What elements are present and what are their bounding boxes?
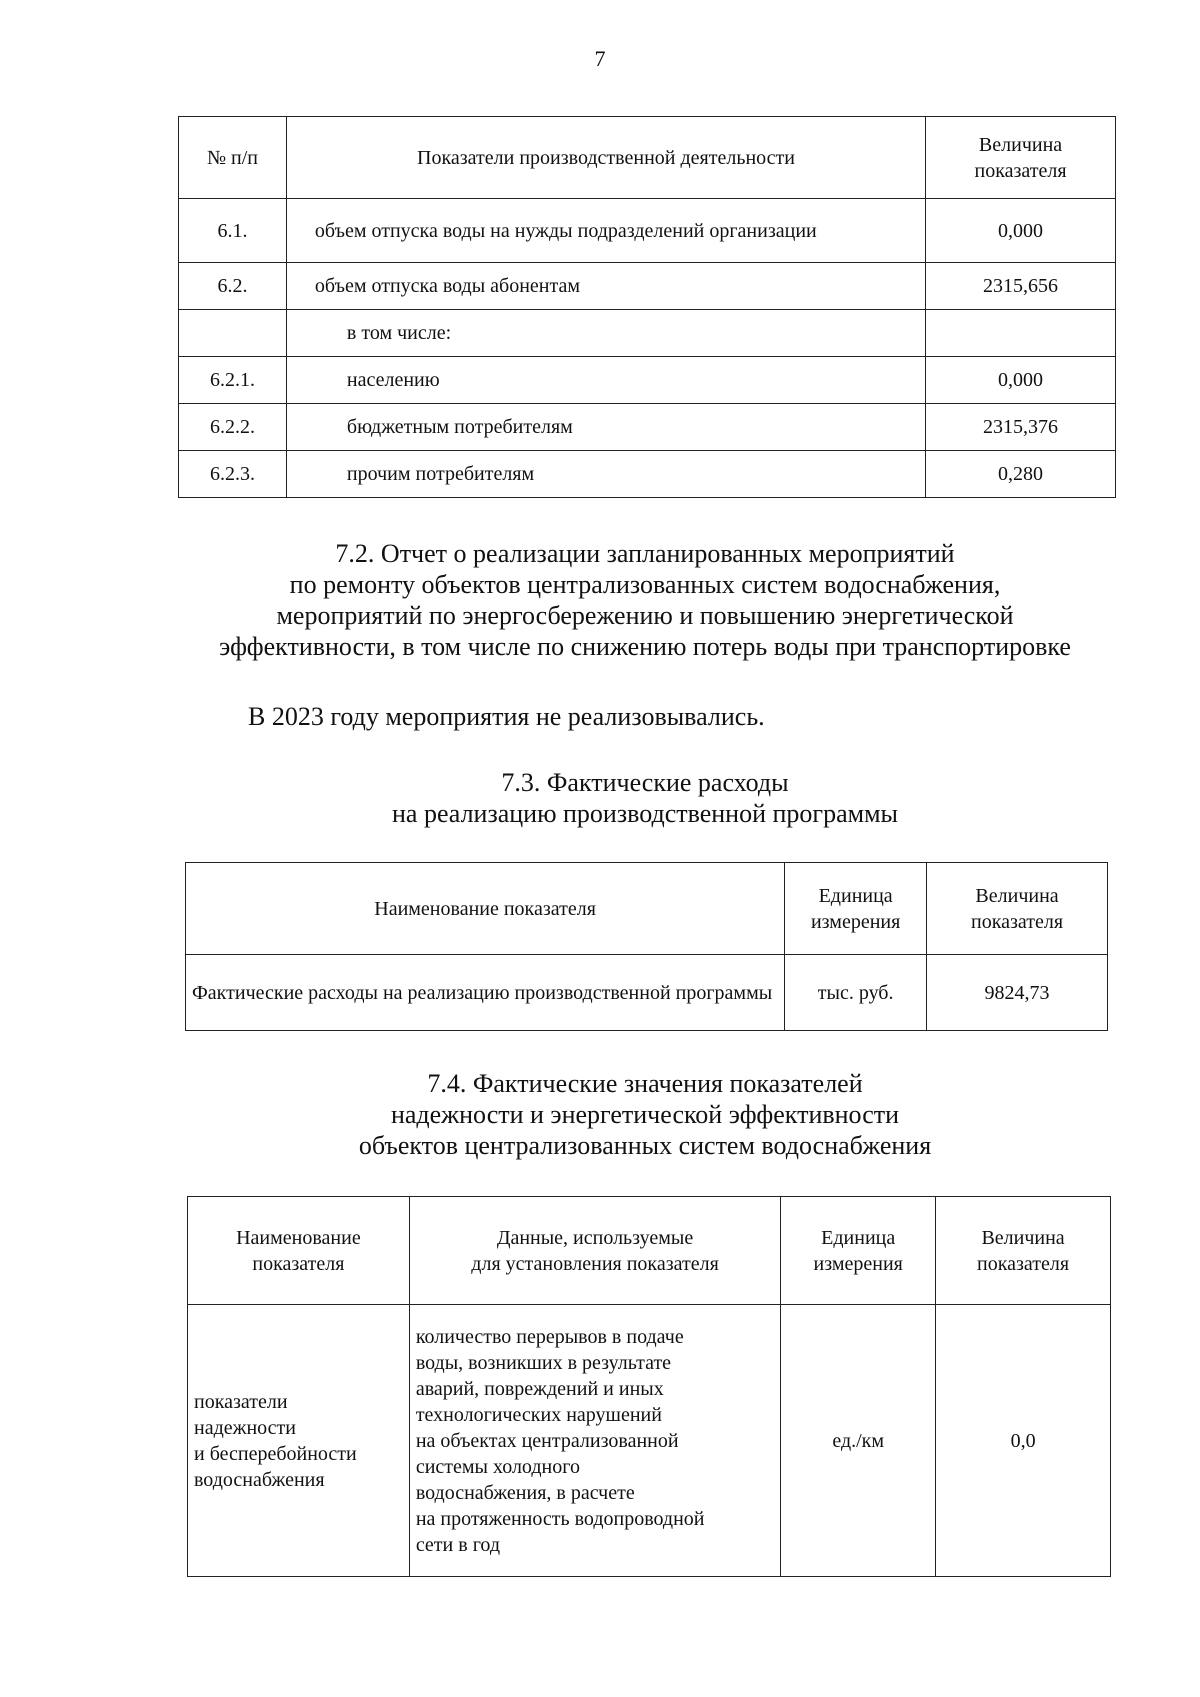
table-row bbox=[179, 263, 1116, 310]
row-value: 0,000 bbox=[926, 199, 1116, 263]
header-value: Величина показателя bbox=[936, 1197, 1111, 1305]
row-num: 6.2.1. bbox=[179, 357, 287, 404]
table-row bbox=[179, 357, 1116, 404]
row-value: 0,0 bbox=[936, 1305, 1111, 1577]
row-label: населению bbox=[286, 357, 925, 404]
header-name: Наименование показателя bbox=[186, 863, 785, 955]
row-label: бюджетным потребителям bbox=[286, 404, 925, 451]
row-label: прочим потребителям bbox=[286, 451, 925, 498]
header-value: Величина показателя bbox=[926, 117, 1116, 199]
row-name: Фактические расходы на реализацию производственной программы bbox=[186, 955, 785, 1031]
row-num: 6.2. bbox=[179, 263, 287, 310]
row-unit: тыс. руб. bbox=[785, 955, 927, 1031]
section-7-2-heading: 7.2. Отчет о реализации запланированных мероприятий по ремонту объектов централизованных систем водоснабжения, мероприятий по энергосбережению и повышению энергетической эффективности, в том числе по снижению потерь воды при транспортировке bbox=[219, 539, 1071, 661]
row-num bbox=[179, 310, 287, 357]
table-row bbox=[188, 1305, 1111, 1577]
row-unit: ед./км bbox=[781, 1305, 936, 1577]
row-value bbox=[926, 310, 1116, 357]
table-header-row bbox=[188, 1197, 1111, 1305]
reliability-indicators-table bbox=[187, 1196, 1111, 1577]
section-7-4-heading: 7.4. Фактические значения показателей надежности и энергетической эффективности объектов централизованных систем водоснабжения bbox=[358, 1069, 932, 1160]
header-data: Данные, используемые для установления показателя bbox=[409, 1197, 780, 1305]
row-value: 2315,376 bbox=[926, 404, 1116, 451]
row-value: 0,000 bbox=[926, 357, 1116, 404]
header-value: Величина показателя bbox=[927, 863, 1108, 955]
table-row bbox=[179, 310, 1116, 357]
row-data: количество перерывов в подаче воды, возникших в результате аварий, повреждений и иных технологических нарушений на объектах централизованной системы холодного водоснабжения, в расчете на протяженность водопроводной сети в год bbox=[409, 1305, 780, 1577]
row-num: 6.1. bbox=[179, 199, 287, 263]
header-unit: Единица измерения bbox=[785, 863, 927, 955]
table-header-row bbox=[186, 863, 1108, 955]
table-row bbox=[179, 404, 1116, 451]
table-row bbox=[179, 451, 1116, 498]
header-unit: Единица измерения bbox=[781, 1197, 936, 1305]
section-7-2-paragraph: В 2023 году мероприятия не реализовывались. bbox=[248, 702, 765, 731]
header-num: № п/п bbox=[179, 117, 287, 199]
table-header-row bbox=[179, 117, 1116, 199]
row-label: объем отпуска воды абонентам bbox=[286, 263, 925, 310]
header-indicator: Показатели производственной деятельности bbox=[286, 117, 925, 199]
row-num: 6.2.2. bbox=[179, 404, 287, 451]
actual-expenses-table bbox=[185, 862, 1108, 1031]
page-number: 7 bbox=[594, 46, 606, 71]
table-row bbox=[179, 199, 1116, 263]
row-label: объем отпуска воды на нужды подразделений организации bbox=[286, 199, 925, 263]
section-7-3-heading: 7.3. Фактические расходы на реализацию производственной программы bbox=[391, 768, 898, 828]
row-name: показатели надежности и бесперебойности водоснабжения bbox=[188, 1305, 410, 1577]
row-value: 2315,656 bbox=[926, 263, 1116, 310]
row-label: в том числе: bbox=[286, 310, 925, 357]
row-value: 9824,73 bbox=[927, 955, 1108, 1031]
row-num: 6.2.3. bbox=[179, 451, 287, 498]
row-value: 0,280 bbox=[926, 451, 1116, 498]
production-indicators-table bbox=[178, 116, 1116, 498]
header-name: Наименование показателя bbox=[188, 1197, 410, 1305]
table-row bbox=[186, 955, 1108, 1031]
